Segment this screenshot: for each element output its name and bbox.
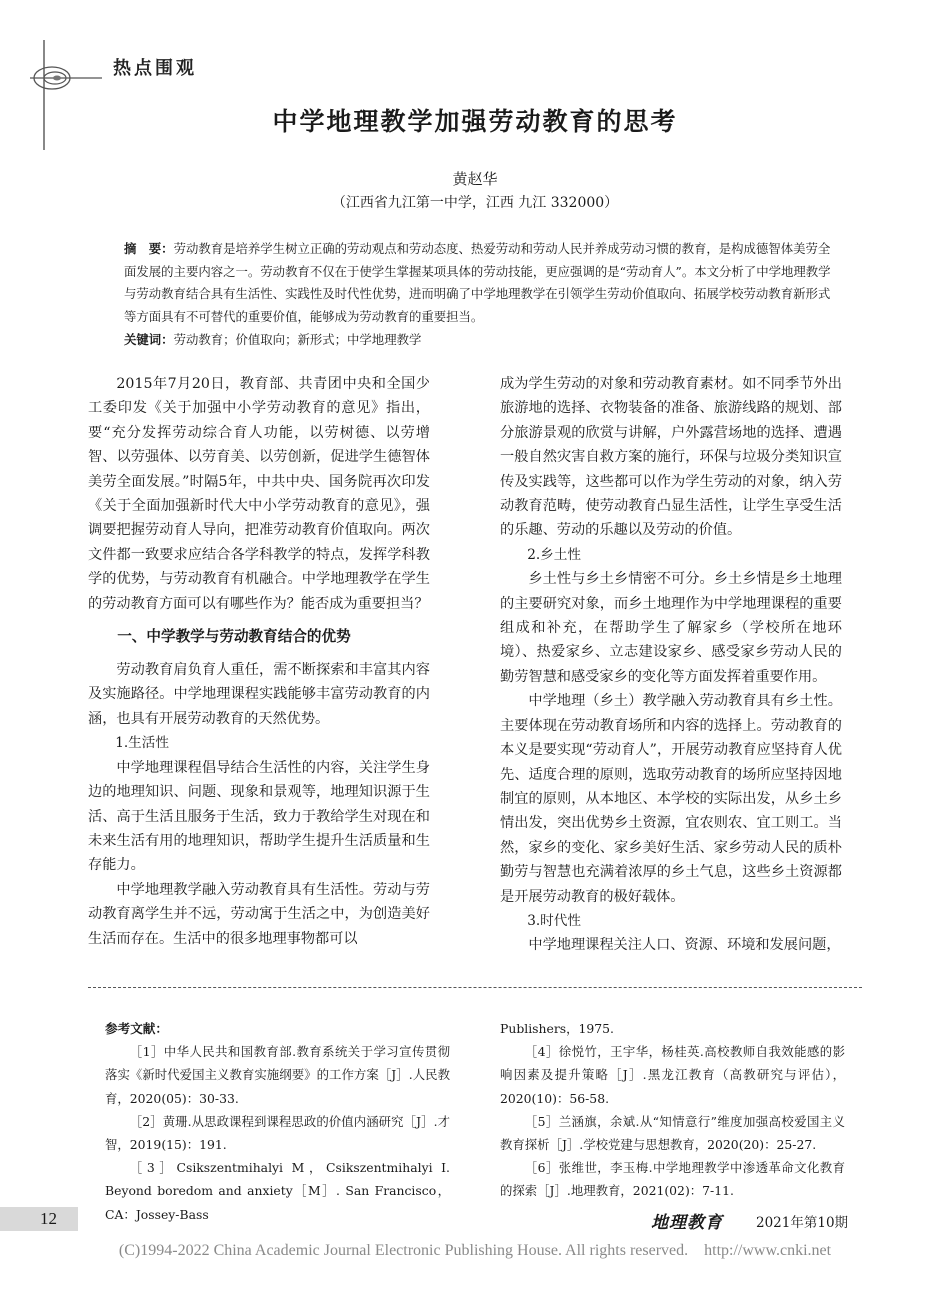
paragraph: 乡土性与乡土乡情密不可分。乡土乡情是乡土地理的主要研究对象，而乡土地理作为中学地理课程的重要组成和补充，在帮助学生了解家乡（学校所在地环境）、热爱家乡、立志建设家乡、感受家乡劳动人民的勤劳智慧和感受家乡的变化等方面发挥着重要作用。 bbox=[500, 571, 842, 685]
paragraph: 2015年7月20日，教育部、共青团中央和全国少工委印发《关于加强中小学劳动教育的意见》指出，要“充分发挥劳动综合育人功能，以劳树德、以劳增智、以劳强体、以劳育美、以劳创新，促进学生德智体美劳全面发展。”时隔5年，中共中央、国务院再次印发《关于全面加强新时代大中小学劳动教育的意见》，强调要把握劳动育人导向，把准劳动教育价值取向。两次文件都一致要求应结合各学科教学的特点，发挥学科教学的优势，与劳动教育有机融合。中学地理教学在学生的劳动教育方面可以有哪些作为？能否成为重要担当？ bbox=[88, 376, 430, 612]
paragraph: 成为学生劳动的对象和劳动教育素材。如不同季节外出旅游地的选择、衣物装备的准备、旅游线路的规划、部分旅游景观的欣赏与讲解，户外露营场地的选择、遭遇一般自然灾害自救方案的施行，环保与垃圾分类知识宣传及实践等，这些都可以作为学生劳动的对象，纳入劳动教育范畴，使劳动教育凸显生活性，让学生享受生活的乐趣、劳动的乐趣以及劳动的价值。 bbox=[500, 376, 842, 539]
paragraph: 中学地理课程倡导结合生活性的内容，关注学生身边的地理知识、问题、现象和景观等，地理知识源于生活、高于生活且服务于生活，致力于教给学生对现在和未来生活有用的地理知识，帮助学生提升生活质量和生存能力。 bbox=[88, 759, 430, 874]
references-column-right bbox=[500, 1017, 845, 1203]
body-column-left bbox=[88, 372, 430, 951]
body-column-right bbox=[500, 372, 842, 958]
abstract bbox=[124, 238, 840, 328]
references-title: 参考文献： bbox=[105, 1021, 168, 1036]
subsection-heading: 2.乡土性 bbox=[527, 546, 581, 563]
paragraph: 中学地理（乡土）教学融入劳动教育具有乡土性。主要体现在劳动教育场所和内容的选择上。劳动教育的本义是要实现“劳动育人”，开展劳动教育应坚持育人优先、适度合理的原则，选取劳动教育的场所应坚持因地制宜的原则，从本地区、本学校的实际出发，从乡土乡情出发，突出优势乡土资源，宜农则农、宜工则工。当然，家乡的变化、家乡美好生活、家乡劳动人民的质朴勤劳与智慧也充满着浓厚的乡土气息，这些乡土资源都是开展劳动教育的极好载体。 bbox=[500, 693, 842, 905]
page-number: 12 bbox=[40, 1209, 57, 1228]
abstract-label: 摘 要： bbox=[124, 241, 174, 256]
subsection-heading: 1.生活性 bbox=[115, 735, 169, 752]
keywords bbox=[124, 329, 840, 351]
paragraph: 中学地理教学融入劳动教育具有生活性。劳动与劳动教育离学生并不远，劳动寓于生活之中，为创造美好生活而存在。生活中的很多地理事物都可以 bbox=[88, 881, 430, 947]
reference-item-continued: Publishers，1975. bbox=[500, 1021, 614, 1036]
keywords-text: 劳动教育；价值取向；新形式；中学地理教学 bbox=[173, 332, 422, 347]
article-title: 中学地理教学加强劳动教育的思考 bbox=[272, 107, 678, 136]
author-affiliation: （江西省九江第一中学，江西 九江 332000） bbox=[331, 195, 619, 211]
subsection-heading: 3.时代性 bbox=[527, 912, 581, 929]
reference-item: ［6］张维世，李玉梅.中学地理教学中渗透革命文化教育的探索［J］.地理教育，2021(02)：7-11. bbox=[500, 1160, 845, 1199]
references-divider bbox=[88, 987, 862, 988]
journal-issue: 2021年第10期 bbox=[756, 1215, 849, 1231]
journal-logo: 地理教育 bbox=[651, 1213, 723, 1233]
abstract-text: 劳动教育是培养学生树立正确的劳动观点和劳动态度、热爱劳动和劳动人民并养成劳动习惯的教育，是构成德智体美劳全面发展的主要内容之一。劳动教育不仅在于使学生掌握某项具体的劳动技能，更应强调的是“劳动育人”。本文分析了中学地理教学与劳动教育结合具有生活性、实践性及时代性优势，进而明确了中学地理教学在引领学生劳动价值取向、拓展学校劳动教育新形式等方面具有不可替代的重要价值，能够成为劳动教育的重要担当。 bbox=[124, 241, 831, 324]
section-heading: 一、中学教学与劳动教育结合的优势 bbox=[117, 628, 351, 646]
page-number-box bbox=[0, 1207, 78, 1231]
author-name: 黄赵华 bbox=[452, 170, 498, 188]
reference-item: ［3］Csikszentmihalyi M，Csikszentmihalyi I. Beyond boredom and anxiety［M］. San Francisco，CA：Jossey-Bass bbox=[105, 1160, 450, 1222]
keywords-label: 关键词： bbox=[124, 332, 174, 347]
reference-item: ［2］黄珊.从思政课程到课程思政的价值内涵研究［J］.才智，2019(15)：191. bbox=[105, 1113, 450, 1153]
reference-item: ［4］徐悦竹，王宇华，杨桂英.高校教师自我效能感的影响因素及提升策略［J］.黑龙江教育（高教研究与评估），2020(10)：56-58. bbox=[500, 1044, 845, 1106]
references-column-left bbox=[105, 1017, 450, 1226]
section-tag: 热点围观 bbox=[113, 58, 197, 79]
reference-item: ［1］中华人民共和国教育部.教育系统关于学习宣传贯彻落实《新时代爱国主义教育实施纲要》的工作方案［J］.人民教育，2020(05)：30-33. bbox=[105, 1044, 450, 1106]
paragraph: 劳动教育肩负育人重任，需不断探索和丰富其内容及实施路径。中学地理课程实践能够丰富劳动教育的内涵，也具有开展劳动教育的天然优势。 bbox=[88, 662, 430, 727]
paragraph: 中学地理课程关注人口、资源、环境和发展问题， bbox=[528, 937, 841, 954]
copyright-footer: (C)1994-2022 China Academic Journal Electronic Publishing House. All rights reserved. http://www.cnki.net bbox=[118, 1242, 832, 1259]
reference-item: ［5］兰涵旗，余斌.从“知情意行”维度加强高校爱国主义教育探析［J］.学校党建与思想教育，2020(20)：25-27. bbox=[500, 1113, 845, 1153]
